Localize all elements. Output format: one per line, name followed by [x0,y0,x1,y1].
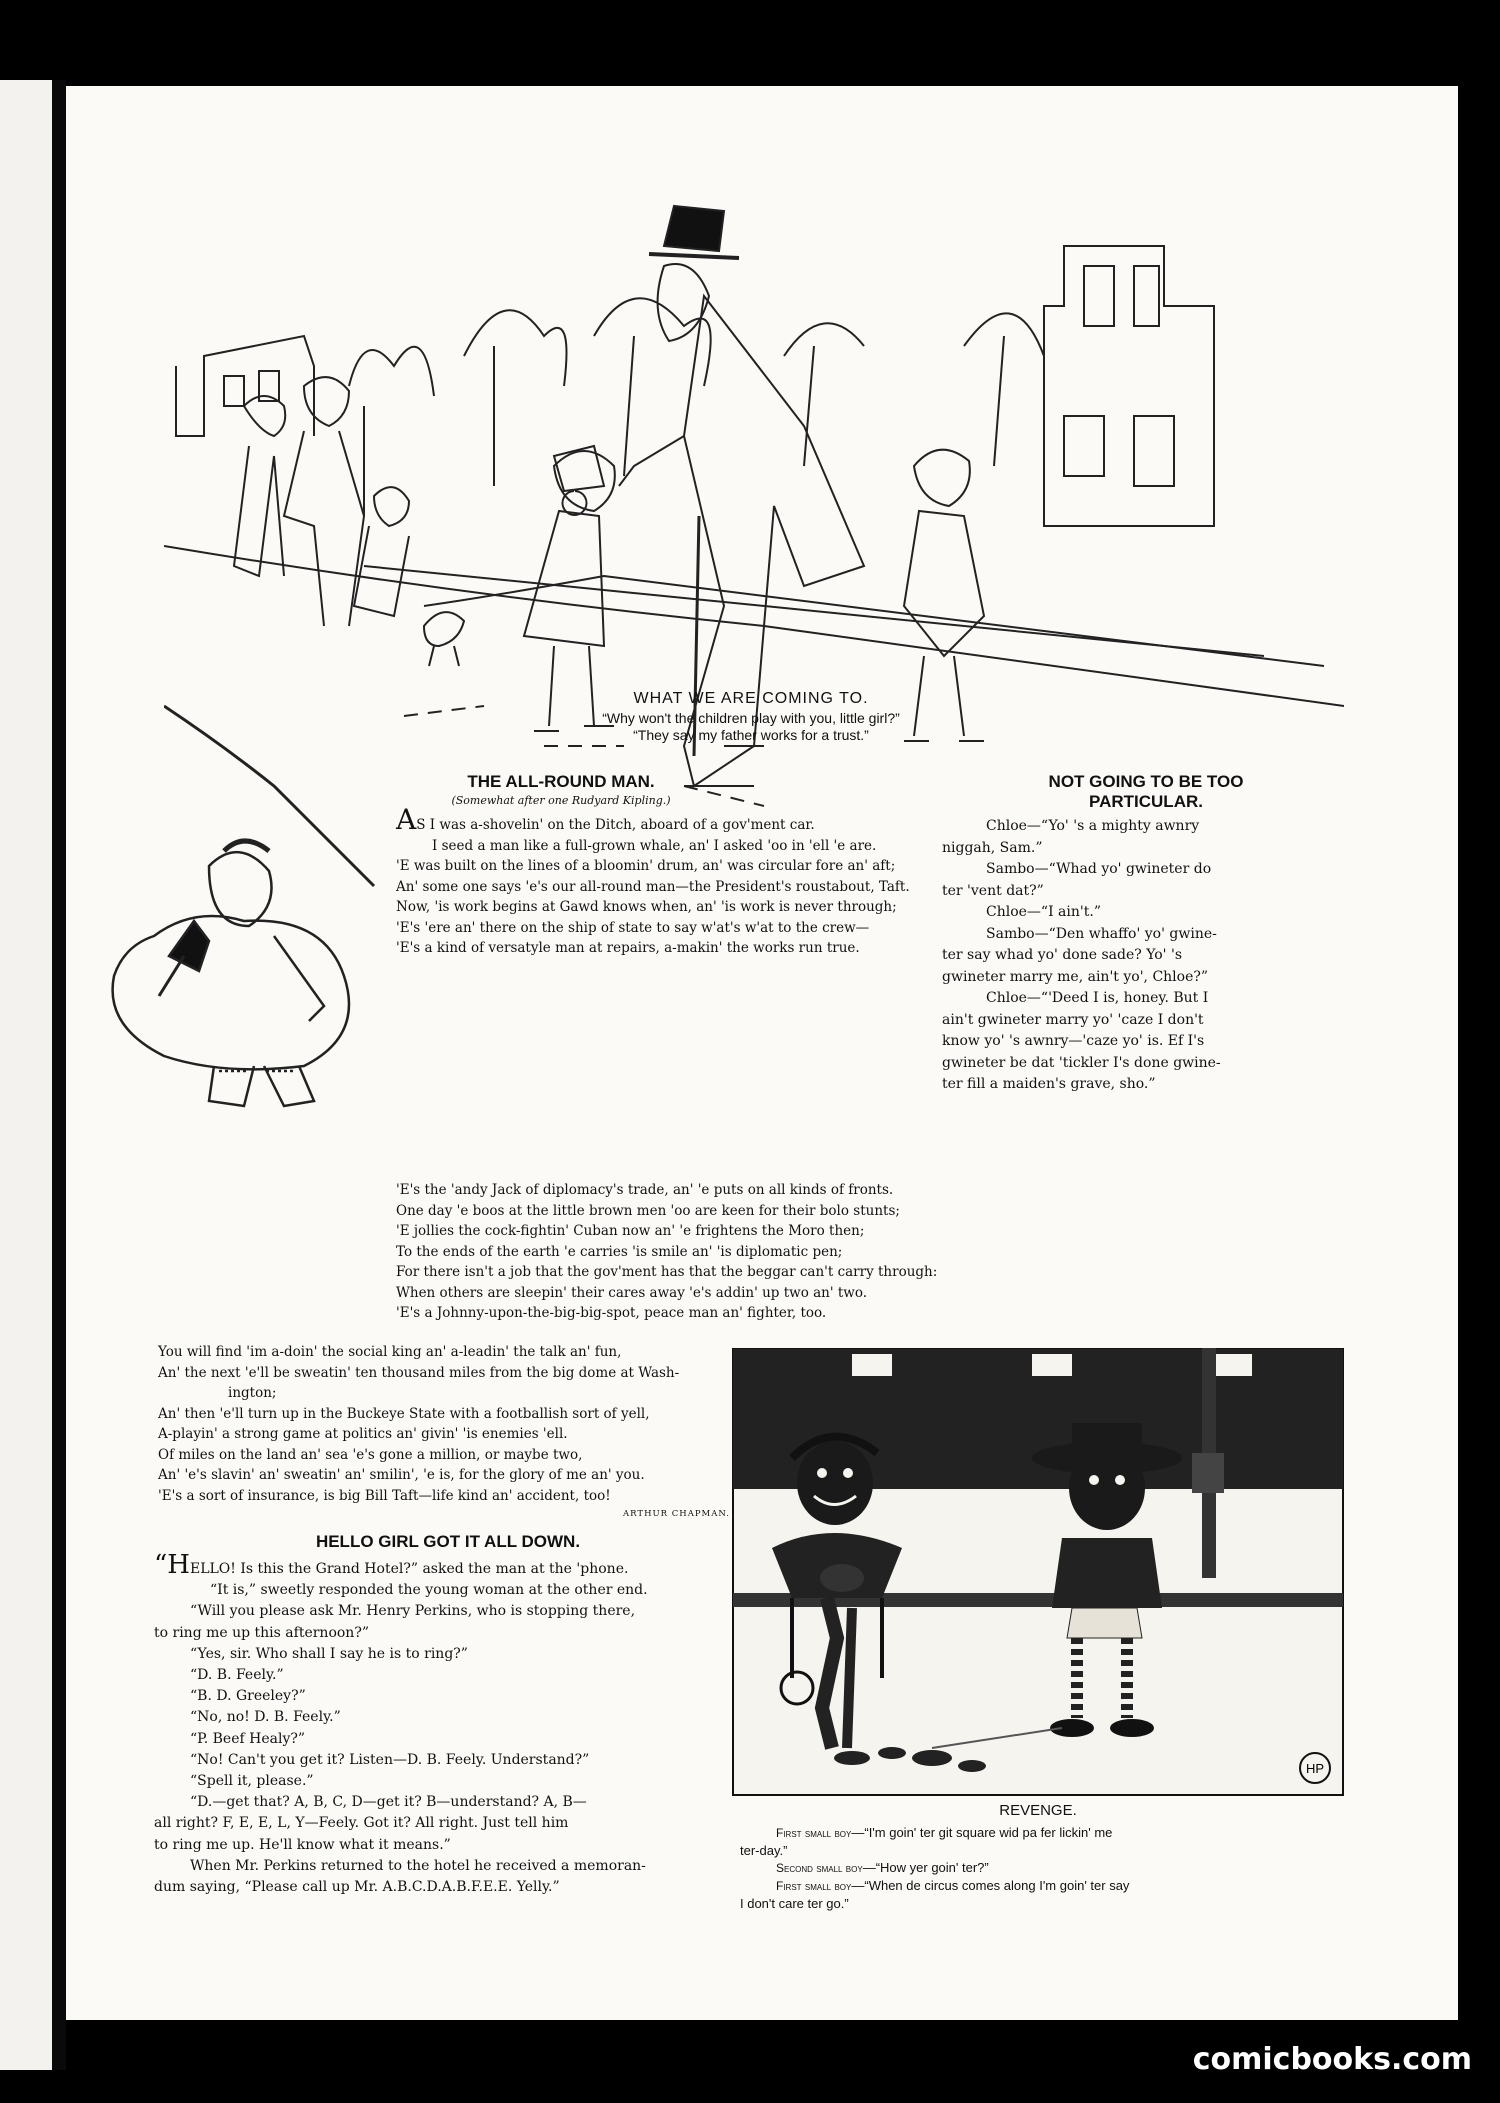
cartoon-caption-line: “Why won't the children play with you, little girl?” [602,710,900,726]
story-line: When Mr. Perkins returned to the hotel he received a memoran- [190,1857,646,1874]
poem-line: You will find 'im a-doin' the social king an' a-leadin' the talk an' fun, [158,1344,622,1360]
drop-cap: A [396,803,417,836]
cartoon-caption-line: “They say my father works for a trust.” [633,727,869,743]
revenge-caption [740,1824,1360,1912]
caption-line: —“I'm goin' ter git square wid pa fer lickin' me [851,1825,1113,1840]
dialogue-line: niggah, Sam.” [942,839,1043,856]
story-title: HELLO GIRL GOT IT ALL DOWN. [315,1532,581,1551]
poem-line: 'E's the 'andy Jack of diplomacy's trade, an' 'e puts on all kinds of fronts. [396,1182,894,1198]
caption-line: I don't care ter go.” [740,1896,849,1911]
story-line: “Spell it, please.” [190,1773,314,1790]
caption-line: —“When de circus comes along I'm goin' ter say [851,1878,1130,1893]
cartoon-revenge [732,1348,1344,1796]
story-line: “B. D. Greeley?” [190,1688,306,1705]
page-gutter [52,80,66,2070]
poem-stanza-1 [396,803,910,959]
artist-signature: HP [1305,1761,1325,1776]
poem-line: 'E's a kind of versatyle man at repairs, a-makin' the works run true. [396,940,860,956]
dialogue-title: PARTICULAR. [1089,792,1203,811]
poem-author: ARTHUR CHAPMAN. [623,1509,730,1519]
poem-line: Now, 'is work begins at Gawd knows when, an' 'is work is never through; [396,899,897,915]
poem-stanza-3 [158,1342,679,1506]
poem-line: An' 'e's slavin' an' sweatin' an' smilin', 'e is, for the glory of me an' you. [158,1467,645,1483]
caption-line: —“How yer goin' ter?” [862,1860,989,1875]
dialogue-line: ter 'vent dat?” [942,882,1044,899]
poem-line: To the ends of the earth 'e carries 'is smile an' 'is diplomatic pen; [396,1243,843,1260]
poem-title: THE ALL-ROUND MAN. [467,772,655,791]
poem-line: An' some one says 'e's our all-round man—the President's roustabout, Taft. [396,878,910,895]
poem-line: An' the next 'e'll be sweatin' ten thousand miles from the big dome at Wash- [158,1364,680,1381]
dialogue-line: ter fill a maiden's grave, sho.” [942,1076,1156,1092]
caption-line: ter-day.” [740,1843,788,1858]
story-line: dum saying, “Please call up Mr. A.B.C.D.A.B.F.E.E. Yelly.” [154,1879,560,1896]
speaker-label: First small boy [776,1879,852,1893]
poem-stanza-2 [396,1180,937,1324]
poem-line: A-playin' a strong game at politics an' givin' 'is enemies 'ell. [158,1426,568,1442]
story-line: “D. B. Feely.” [190,1667,284,1684]
story-line: all right? F, E, E, L, Y—Feely. Got it? All right. Just tell him [154,1815,569,1832]
poem-line: An' then 'e'll turn up in the Buckeye State with a footballish sort of yell, [158,1405,650,1422]
poem-line: For there isn't a job that the gov'ment has that the beggar can't carry through: [396,1264,938,1280]
revenge-title: REVENGE. [999,1802,1077,1819]
dialogue-text [942,816,1362,1096]
dialogue-line: gwineter marry me, ain't yo', Chloe?” [942,968,1209,985]
dialogue-line: Sambo—“Whad yo' gwineter do [986,861,1212,877]
story-line: “D.—get that? A, B, C, D—get it? B—understand? A, B— [190,1794,587,1811]
watermark: comicbooks.com [1192,2042,1472,2077]
poem-subtitle: (Somewhat after one Rudyard Kipling.) [451,794,671,807]
poem-line: One day 'e boos at the little brown men 'oo are keen for their bolo stunts; [396,1202,900,1219]
cartoon-caption-title: WHAT WE ARE COMING TO. [633,690,869,707]
dialogue-line: Sambo—“Den whaffo' yo' gwine- [986,925,1217,942]
story-line: “Will you please ask Mr. Henry Perkins, who is stopping there, [190,1603,636,1620]
poem-line: 'E was built on the lines of a bloomin' drum, an' was circular fore an' aft; [396,858,896,874]
speaker-label: First small boy [776,1826,852,1840]
dialogue-line: know yo' 's awnry—'caze yo' is. Ef I's [942,1033,1205,1049]
poem-line: I seed a man like a full-grown whale, an' I asked 'oo in 'ell 'e are. [432,837,877,854]
story-line: “Yes, sir. Who shall I say he is to ring?” [190,1645,468,1662]
drop-cap: “H [154,1550,190,1580]
dialogue-line: gwineter be dat 'tickler I's done gwine- [942,1054,1221,1071]
poem-line: 'E's 'ere an' there on the ship of state to say w'at's w'at to the crew— [396,919,870,936]
story-line: “It is,” sweetly responded the young woman at the other end. [210,1582,648,1599]
dialogue-line: Chloe—“Yo' 's a mighty awnry [986,818,1200,834]
story-line: ELLO! Is this the Grand Hotel?” asked the man at the 'phone. [189,1561,629,1577]
illustration-taft-figure [94,826,384,1116]
story-line: “No, no! D. B. Feely.” [190,1709,341,1726]
dialogue-line: Chloe—“I ain't.” [986,904,1101,920]
story-line: “P. Beef Healy?” [190,1730,306,1747]
poem-line: Of miles on the land an' sea 'e's gone a million, or maybe two, [158,1446,583,1463]
dialogue-line: Chloe—“'Deed I is, honey. But I [986,990,1209,1006]
poem-line: When others are sleepin' their cares away 'e's addin' up two an' two. [396,1284,868,1301]
magazine-page [66,86,1458,2020]
poem-line: 'E's a sort of insurance, is big Bill Taft—life kind an' accident, too! [158,1487,611,1504]
dialogue-line: ter say whad yo' done sade? Yo' 's [942,947,1183,963]
story-line: “No! Can't you get it? Listen—D. B. Feely. Understand?” [190,1751,590,1768]
previous-page-edge [0,80,52,2070]
story-line: to ring me up. He'll know what it means.” [154,1836,451,1853]
story-line: to ring me up this afternoon?” [154,1624,369,1641]
speaker-label: Second small boy [776,1861,863,1875]
poem-line: ington; [228,1385,277,1401]
dialogue-title: NOT GOING TO BE TOO [1048,772,1244,791]
story-text [154,1550,762,1898]
poem-line: 'E jollies the cock-fightin' Cuban now an' 'e frightens the Moro then; [396,1223,865,1239]
poem-line: 'E's a Johnny-upon-the-big-big-spot, peace man an' fighter, too. [396,1305,827,1321]
dialogue-line: ain't gwineter marry yo' 'caze I don't [942,1011,1204,1028]
poem-line: S I was a-shovelin' on the Ditch, aboard of a gov'ment car. [416,817,815,833]
